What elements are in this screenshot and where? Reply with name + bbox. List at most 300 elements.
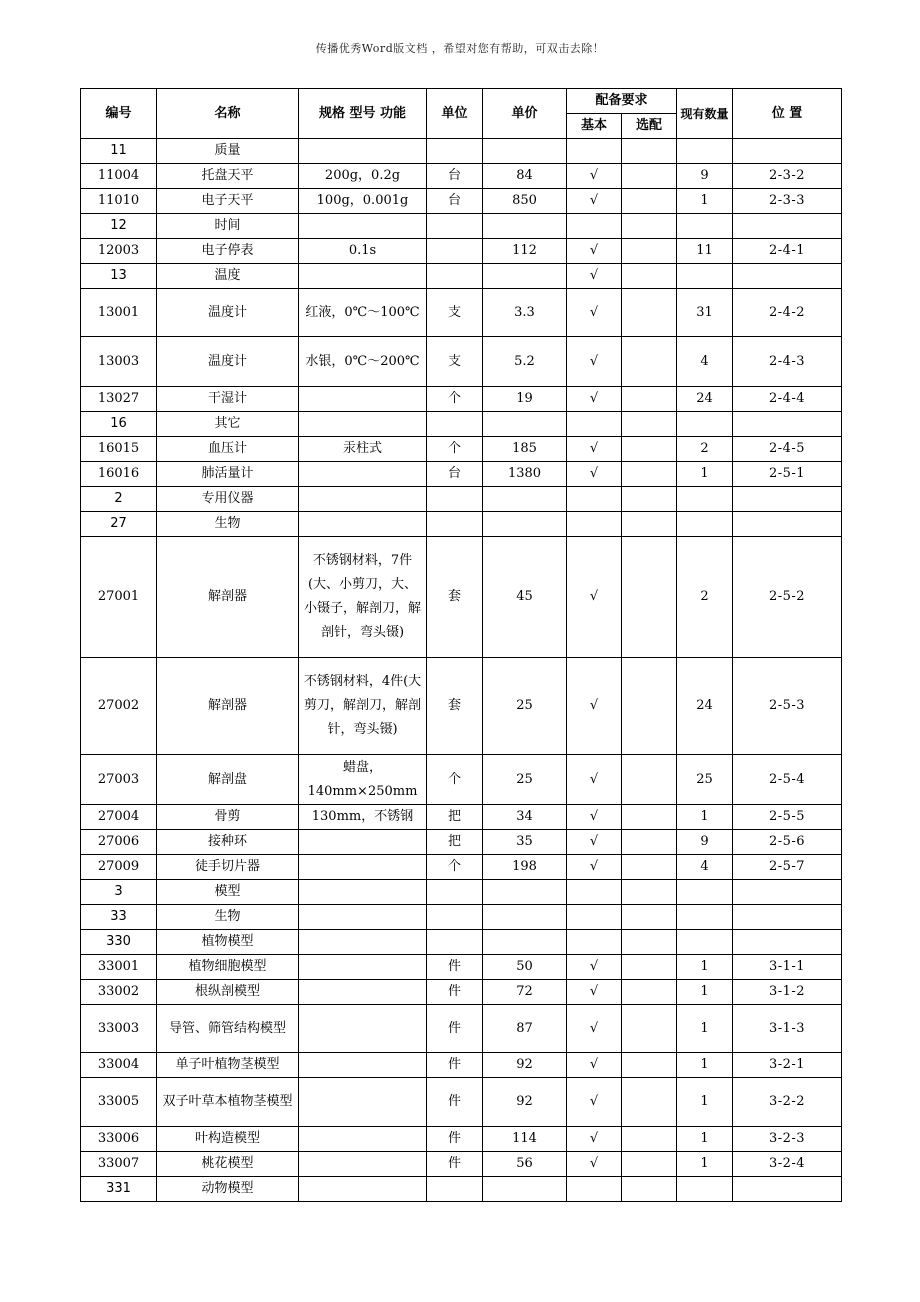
cell-name: 植物细胞模型 — [157, 955, 299, 980]
cell-location: 2-5-7 — [733, 855, 842, 880]
cell-spec — [299, 1127, 427, 1152]
cell-qty: 9 — [677, 164, 733, 189]
cell-spec — [299, 955, 427, 980]
cell-location: 3-1-1 — [733, 955, 842, 980]
cell-price: 3.3 — [483, 289, 567, 337]
cell-unit: 台 — [427, 462, 483, 487]
cell-location: 2-4-3 — [733, 337, 842, 387]
cell-qty — [677, 512, 733, 537]
cell-qty: 31 — [677, 289, 733, 337]
cell-basic — [567, 214, 622, 239]
cell-basic — [567, 412, 622, 437]
cell-price — [483, 1177, 567, 1202]
cell-unit — [427, 1177, 483, 1202]
cell-basic — [567, 139, 622, 164]
cell-optional — [622, 537, 677, 658]
cell-location — [733, 139, 842, 164]
table-row — [81, 755, 842, 805]
cell-code: 13027 — [81, 387, 157, 412]
cell-price: 92 — [483, 1078, 567, 1127]
table-row — [81, 289, 842, 337]
cell-unit: 件 — [427, 1127, 483, 1152]
cell-name: 温度 — [157, 264, 299, 289]
cell-unit — [427, 239, 483, 264]
cell-unit: 台 — [427, 164, 483, 189]
cell-name: 质量 — [157, 139, 299, 164]
cell-qty: 1 — [677, 1053, 733, 1078]
cell-qty — [677, 1177, 733, 1202]
cell-code: 27006 — [81, 830, 157, 855]
table-row — [81, 1005, 842, 1053]
cell-price: 35 — [483, 830, 567, 855]
cell-price: 25 — [483, 755, 567, 805]
cell-basic — [567, 512, 622, 537]
cell-spec: 0.1s — [299, 239, 427, 264]
cell-optional — [622, 164, 677, 189]
cell-unit — [427, 930, 483, 955]
cell-unit: 支 — [427, 289, 483, 337]
cell-basic: √ — [567, 462, 622, 487]
cell-price: 92 — [483, 1053, 567, 1078]
cell-name: 专用仪器 — [157, 487, 299, 512]
cell-code: 16 — [81, 412, 157, 437]
cell-unit — [427, 412, 483, 437]
cell-location: 3-2-1 — [733, 1053, 842, 1078]
cell-spec — [299, 139, 427, 164]
table-row — [81, 805, 842, 830]
cell-basic: √ — [567, 289, 622, 337]
cell-price: 198 — [483, 855, 567, 880]
cell-qty: 1 — [677, 1127, 733, 1152]
cell-optional — [622, 512, 677, 537]
header-unit: 单位 — [427, 89, 483, 139]
header-spec: 规格 型号 功能 — [299, 89, 427, 139]
cell-qty: 1 — [677, 805, 733, 830]
table-row — [81, 337, 842, 387]
cell-code: 11004 — [81, 164, 157, 189]
cell-code: 13 — [81, 264, 157, 289]
cell-price: 114 — [483, 1127, 567, 1152]
cell-unit: 个 — [427, 855, 483, 880]
cell-basic: √ — [567, 1005, 622, 1053]
table-row — [81, 980, 842, 1005]
category-row — [81, 880, 842, 905]
cell-location: 2-5-1 — [733, 462, 842, 487]
cell-spec — [299, 387, 427, 412]
category-row — [81, 905, 842, 930]
cell-name: 接种环 — [157, 830, 299, 855]
cell-unit: 把 — [427, 830, 483, 855]
cell-location: 2-3-3 — [733, 189, 842, 214]
cell-basic: √ — [567, 264, 622, 289]
cell-basic — [567, 905, 622, 930]
cell-spec — [299, 214, 427, 239]
category-row — [81, 139, 842, 164]
cell-qty: 1 — [677, 1152, 733, 1177]
cell-spec: 不锈钢材料，4件(大剪刀，解剖刀，解剖针，弯头镊) — [299, 658, 427, 755]
table-row — [81, 1152, 842, 1177]
cell-name: 解剖器 — [157, 658, 299, 755]
cell-location: 2-4-1 — [733, 239, 842, 264]
cell-qty: 1 — [677, 955, 733, 980]
cell-spec — [299, 412, 427, 437]
cell-basic: √ — [567, 980, 622, 1005]
cell-name: 植物模型 — [157, 930, 299, 955]
cell-unit — [427, 264, 483, 289]
cell-optional — [622, 1005, 677, 1053]
cell-basic — [567, 880, 622, 905]
cell-spec: 红液，0℃～100℃ — [299, 289, 427, 337]
cell-unit: 件 — [427, 1005, 483, 1053]
table-row — [81, 437, 842, 462]
cell-name: 血压计 — [157, 437, 299, 462]
cell-basic — [567, 930, 622, 955]
cell-basic: √ — [567, 805, 622, 830]
cell-unit — [427, 880, 483, 905]
cell-unit: 件 — [427, 980, 483, 1005]
cell-basic: √ — [567, 1152, 622, 1177]
cell-code: 11010 — [81, 189, 157, 214]
cell-code: 33001 — [81, 955, 157, 980]
cell-qty: 25 — [677, 755, 733, 805]
cell-location — [733, 487, 842, 512]
cell-optional — [622, 337, 677, 387]
category-row — [81, 264, 842, 289]
cell-optional — [622, 189, 677, 214]
cell-basic: √ — [567, 830, 622, 855]
cell-location: 2-4-4 — [733, 387, 842, 412]
header-price: 单价 — [483, 89, 567, 139]
cell-optional — [622, 264, 677, 289]
cell-code: 27009 — [81, 855, 157, 880]
cell-optional — [622, 955, 677, 980]
cell-qty: 1 — [677, 1078, 733, 1127]
table-row — [81, 537, 842, 658]
cell-location — [733, 214, 842, 239]
cell-code: 27004 — [81, 805, 157, 830]
header-requirement: 配备要求 — [567, 89, 677, 114]
cell-qty: 1 — [677, 189, 733, 214]
cell-price — [483, 880, 567, 905]
cell-unit — [427, 214, 483, 239]
cell-location — [733, 1177, 842, 1202]
cell-basic — [567, 487, 622, 512]
category-row — [81, 1177, 842, 1202]
equipment-inventory-table — [80, 88, 842, 1202]
cell-qty: 9 — [677, 830, 733, 855]
cell-spec — [299, 980, 427, 1005]
cell-price — [483, 512, 567, 537]
cell-spec: 130mm，不锈钢 — [299, 805, 427, 830]
cell-basic: √ — [567, 755, 622, 805]
cell-optional — [622, 1127, 677, 1152]
cell-location: 2-5-2 — [733, 537, 842, 658]
cell-basic: √ — [567, 658, 622, 755]
cell-spec — [299, 930, 427, 955]
cell-name: 根纵剖模型 — [157, 980, 299, 1005]
table-row — [81, 855, 842, 880]
cell-price: 850 — [483, 189, 567, 214]
cell-spec: 蜡盘，140mm×250mm — [299, 755, 427, 805]
cell-basic: √ — [567, 955, 622, 980]
cell-price — [483, 214, 567, 239]
cell-basic: √ — [567, 164, 622, 189]
cell-qty — [677, 905, 733, 930]
cell-qty — [677, 412, 733, 437]
cell-qty: 1 — [677, 1005, 733, 1053]
header-code: 编号 — [81, 89, 157, 139]
cell-basic: √ — [567, 437, 622, 462]
cell-name: 桃花模型 — [157, 1152, 299, 1177]
cell-unit: 件 — [427, 1078, 483, 1127]
cell-location — [733, 930, 842, 955]
cell-code: 33002 — [81, 980, 157, 1005]
cell-basic: √ — [567, 1053, 622, 1078]
cell-code: 3 — [81, 880, 157, 905]
cell-optional — [622, 1053, 677, 1078]
cell-spec: 水银，0℃～200℃ — [299, 337, 427, 387]
cell-code: 33003 — [81, 1005, 157, 1053]
cell-unit: 个 — [427, 387, 483, 412]
cell-name: 导管、筛管结构模型 — [157, 1005, 299, 1053]
cell-code: 330 — [81, 930, 157, 955]
cell-price: 45 — [483, 537, 567, 658]
cell-qty: 24 — [677, 387, 733, 412]
cell-code: 16015 — [81, 437, 157, 462]
cell-basic — [567, 1177, 622, 1202]
cell-optional — [622, 905, 677, 930]
cell-spec — [299, 512, 427, 537]
cell-optional — [622, 805, 677, 830]
cell-code: 12 — [81, 214, 157, 239]
cell-name: 温度计 — [157, 337, 299, 387]
cell-unit: 把 — [427, 805, 483, 830]
cell-location: 2-5-3 — [733, 658, 842, 755]
cell-code: 12003 — [81, 239, 157, 264]
table-row — [81, 164, 842, 189]
cell-price — [483, 264, 567, 289]
cell-unit: 台 — [427, 189, 483, 214]
cell-optional — [622, 830, 677, 855]
cell-name: 生物 — [157, 512, 299, 537]
cell-name: 托盘天平 — [157, 164, 299, 189]
cell-qty — [677, 139, 733, 164]
cell-name: 模型 — [157, 880, 299, 905]
cell-optional — [622, 1177, 677, 1202]
cell-price: 34 — [483, 805, 567, 830]
table-row — [81, 1078, 842, 1127]
cell-price: 50 — [483, 955, 567, 980]
cell-spec — [299, 1078, 427, 1127]
table-header — [81, 89, 842, 139]
cell-basic: √ — [567, 537, 622, 658]
table-row — [81, 955, 842, 980]
cell-unit: 件 — [427, 955, 483, 980]
cell-unit — [427, 905, 483, 930]
cell-qty: 1 — [677, 980, 733, 1005]
cell-unit: 支 — [427, 337, 483, 387]
cell-location — [733, 880, 842, 905]
cell-unit: 个 — [427, 755, 483, 805]
cell-qty — [677, 214, 733, 239]
cell-code: 27 — [81, 512, 157, 537]
cell-code: 33 — [81, 905, 157, 930]
cell-location — [733, 412, 842, 437]
cell-optional — [622, 880, 677, 905]
cell-spec — [299, 264, 427, 289]
table-row — [81, 830, 842, 855]
cell-name: 骨剪 — [157, 805, 299, 830]
cell-location: 3-2-3 — [733, 1127, 842, 1152]
cell-optional — [622, 930, 677, 955]
cell-unit: 件 — [427, 1053, 483, 1078]
cell-optional — [622, 289, 677, 337]
cell-qty: 1 — [677, 462, 733, 487]
cell-location: 2-5-5 — [733, 805, 842, 830]
cell-location: 2-4-5 — [733, 437, 842, 462]
cell-spec — [299, 1053, 427, 1078]
table-row — [81, 462, 842, 487]
cell-location: 3-1-2 — [733, 980, 842, 1005]
cell-unit: 套 — [427, 658, 483, 755]
cell-location: 2-4-2 — [733, 289, 842, 337]
cell-spec — [299, 1005, 427, 1053]
header-qty-label: 现有数量 — [680, 106, 729, 121]
cell-code: 13003 — [81, 337, 157, 387]
cell-price — [483, 487, 567, 512]
cell-price: 112 — [483, 239, 567, 264]
cell-unit: 个 — [427, 437, 483, 462]
cell-optional — [622, 1078, 677, 1127]
category-row — [81, 512, 842, 537]
cell-location — [733, 264, 842, 289]
cell-code: 11 — [81, 139, 157, 164]
cell-code: 2 — [81, 487, 157, 512]
cell-basic: √ — [567, 1127, 622, 1152]
cell-location — [733, 512, 842, 537]
cell-name: 双子叶草本植物茎模型 — [157, 1078, 299, 1127]
cell-optional — [622, 139, 677, 164]
category-row — [81, 487, 842, 512]
cell-optional — [622, 658, 677, 755]
cell-basic: √ — [567, 239, 622, 264]
cell-optional — [622, 980, 677, 1005]
cell-price: 25 — [483, 658, 567, 755]
cell-price: 56 — [483, 1152, 567, 1177]
cell-unit — [427, 139, 483, 164]
cell-name: 动物模型 — [157, 1177, 299, 1202]
cell-optional — [622, 214, 677, 239]
cell-optional — [622, 387, 677, 412]
cell-name: 电子天平 — [157, 189, 299, 214]
cell-spec: 汞柱式 — [299, 437, 427, 462]
cell-name: 时间 — [157, 214, 299, 239]
cell-location: 2-5-4 — [733, 755, 842, 805]
cell-price: 5.2 — [483, 337, 567, 387]
cell-spec — [299, 487, 427, 512]
header-qty — [677, 89, 733, 139]
table-body — [81, 139, 842, 1202]
cell-unit: 套 — [427, 537, 483, 658]
cell-optional — [622, 437, 677, 462]
cell-unit: 件 — [427, 1152, 483, 1177]
cell-name: 干湿计 — [157, 387, 299, 412]
cell-unit — [427, 512, 483, 537]
cell-qty: 4 — [677, 855, 733, 880]
table-row — [81, 239, 842, 264]
table-row — [81, 189, 842, 214]
cell-qty — [677, 880, 733, 905]
cell-optional — [622, 1152, 677, 1177]
cell-name: 叶构造模型 — [157, 1127, 299, 1152]
table-row — [81, 1127, 842, 1152]
cell-name: 电子停表 — [157, 239, 299, 264]
cell-spec — [299, 1177, 427, 1202]
cell-qty — [677, 487, 733, 512]
cell-location: 3-2-2 — [733, 1078, 842, 1127]
cell-price: 87 — [483, 1005, 567, 1053]
cell-qty: 24 — [677, 658, 733, 755]
cell-spec — [299, 855, 427, 880]
header-name: 名称 — [157, 89, 299, 139]
cell-basic: √ — [567, 855, 622, 880]
cell-name: 温度计 — [157, 289, 299, 337]
cell-code: 33004 — [81, 1053, 157, 1078]
cell-spec: 100g，0.001g — [299, 189, 427, 214]
cell-qty: 4 — [677, 337, 733, 387]
header-location: 位 置 — [733, 89, 842, 139]
cell-spec — [299, 905, 427, 930]
cell-price: 19 — [483, 387, 567, 412]
cell-spec: 不锈钢材料，7件(大、小剪刀，大、小镊子，解剖刀，解剖针，弯头镊) — [299, 537, 427, 658]
cell-location: 2-5-6 — [733, 830, 842, 855]
cell-optional — [622, 412, 677, 437]
cell-price: 84 — [483, 164, 567, 189]
table-row — [81, 658, 842, 755]
cell-name: 生物 — [157, 905, 299, 930]
cell-spec — [299, 830, 427, 855]
cell-name: 解剖器 — [157, 537, 299, 658]
cell-basic: √ — [567, 1078, 622, 1127]
cell-price — [483, 905, 567, 930]
cell-optional — [622, 462, 677, 487]
category-row — [81, 930, 842, 955]
document-banner: 传播优秀Word版文档 ，希望对您有帮助，可双击去除！ — [315, 42, 605, 55]
cell-price — [483, 139, 567, 164]
cell-spec — [299, 880, 427, 905]
category-row — [81, 412, 842, 437]
cell-optional — [622, 755, 677, 805]
table-row — [81, 1053, 842, 1078]
cell-basic: √ — [567, 189, 622, 214]
cell-location: 2-3-2 — [733, 164, 842, 189]
cell-optional — [622, 487, 677, 512]
cell-price: 72 — [483, 980, 567, 1005]
cell-name: 肺活量计 — [157, 462, 299, 487]
cell-code: 27002 — [81, 658, 157, 755]
cell-name: 解剖盘 — [157, 755, 299, 805]
cell-basic: √ — [567, 387, 622, 412]
cell-name: 徒手切片器 — [157, 855, 299, 880]
cell-qty — [677, 264, 733, 289]
cell-location: 3-2-4 — [733, 1152, 842, 1177]
header-optional: 选配 — [622, 114, 677, 139]
cell-location — [733, 905, 842, 930]
header-basic: 基本 — [567, 114, 622, 139]
cell-name: 其它 — [157, 412, 299, 437]
cell-price — [483, 930, 567, 955]
cell-code: 27003 — [81, 755, 157, 805]
